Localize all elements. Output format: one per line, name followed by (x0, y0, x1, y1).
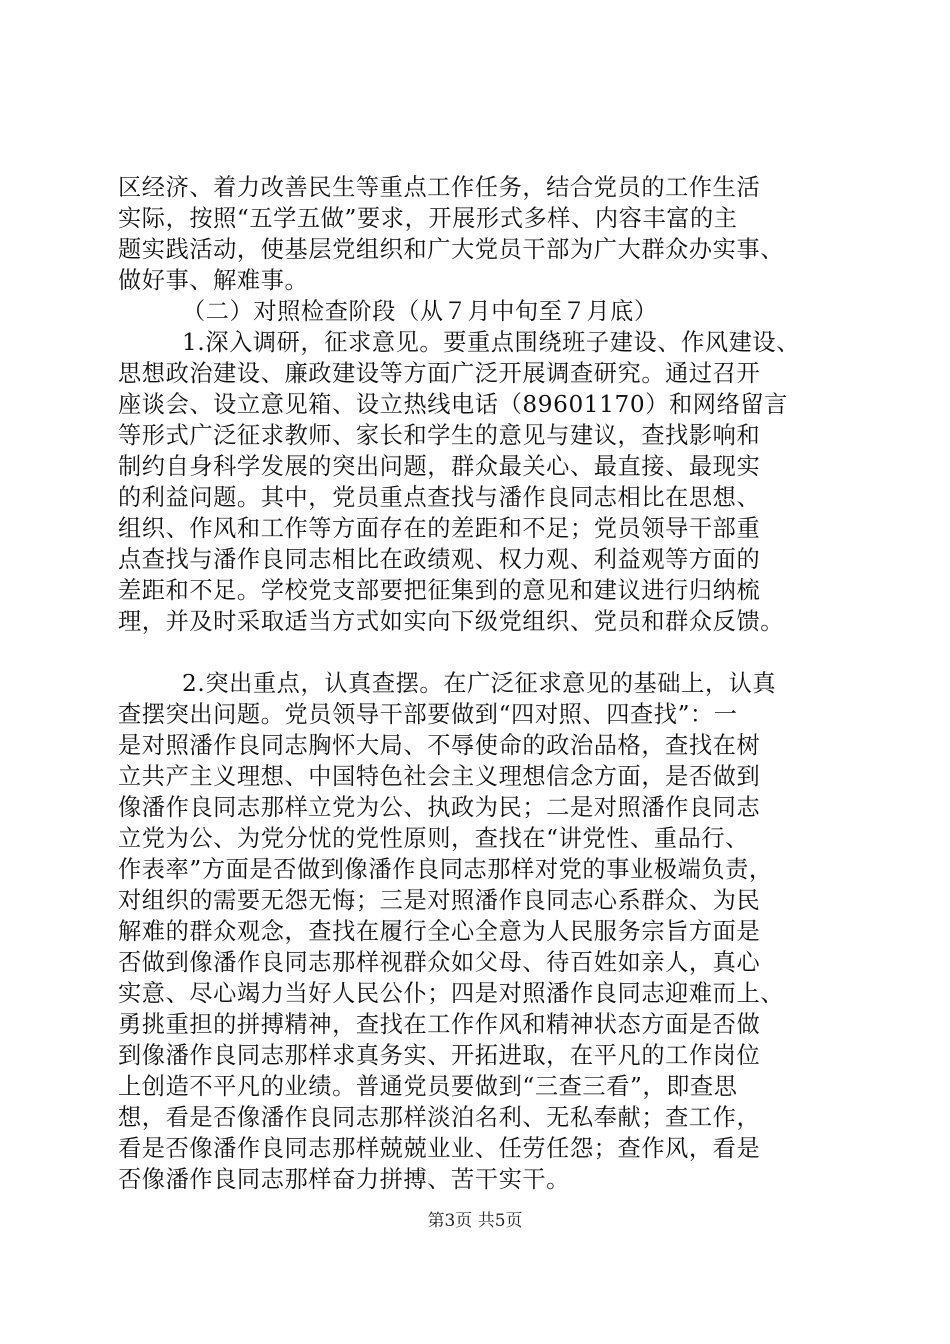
text-line: 作表率”方面是否做到像潘作良同志那样对党的事业极端负责， (118, 856, 773, 883)
text-line: 想，看是否像潘作良同志那样淡泊名利、无私奉献；查工作， (118, 1104, 761, 1131)
text-line: 对组织的需要无怨无悔；三是对照潘作良同志心系群众、为民 (118, 887, 761, 914)
text-line: 是对照潘作良同志胸怀大局、不辱使命的政治品格，查找在树 (118, 732, 761, 759)
text-line: 做好事、解难事。 (118, 267, 309, 294)
text-line: 查摆突出问题。党员领导干部要做到“四对照、四查找”：一 (118, 701, 738, 728)
text-line: 等形式广泛征求教师、家长和学生的意见与建议，查找影响和 (118, 422, 761, 449)
text-line: 题实践活动，使基层党组织和广大党员干部为广大群众办实事、 (118, 236, 785, 263)
text-line: 看是否像潘作良同志那样兢兢业业、任劳任怨；查作风，看是 (118, 1135, 761, 1162)
text-line: 思想政治建设、廉政建设等方面广泛开展调查研究。通过召开 (118, 360, 761, 387)
text-line: 解难的群众观念，查找在履行全心全意为人民服务宗旨方面是 (118, 918, 761, 945)
text-line: 勇挑重担的拼搏精神，查找在工作作风和精神状态方面是否做 (118, 1011, 761, 1038)
text-line: 座谈会、设立意见箱、设立热线电话（89601170）和网络留言 (118, 391, 788, 418)
text-line: 点查找与潘作良同志相比在政绩观、权力观、利益观等方面的 (118, 546, 761, 573)
paragraph-continuation (118, 172, 838, 296)
text-line: 像潘作良同志那样立党为公、执政为民；二是对照潘作良同志 (118, 794, 761, 821)
text-line: 区经济、着力改善民生等重点工作任务，结合党员的工作生活 (118, 174, 761, 201)
text-line: 实际，按照“五学五做”要求，开展形式多样、内容丰富的主 (118, 205, 738, 232)
text-line: 立党为公、为党分忧的党性原则，查找在“讲党性、重品行、 (118, 825, 749, 852)
text-line: 制约自身科学发展的突出问题，群众最关心、最直接、最现实 (118, 453, 761, 480)
page-number: 第3页 共5页 (427, 1211, 523, 1231)
text-line: 差距和不足。学校党支部要把征集到的意见和建议进行归纳梳 (118, 577, 761, 604)
text-line: 1.深入调研，征求意见。要重点围绕班子建设、作风建设、 (182, 329, 801, 356)
text-line: 到像潘作良同志那样求真务实、开拓进取，在平凡的工作岗位 (118, 1042, 761, 1069)
text-line: 否做到像潘作良同志那样视群众如父母、待百姓如亲人，真心 (118, 949, 761, 976)
text-line: 2.突出重点，认真查摆。在广泛征求意见的基础上，认真 (182, 670, 777, 697)
paragraph-examination (118, 668, 838, 1195)
page-footer (0, 1210, 950, 1232)
text-line: 的利益问题。其中，党员重点查找与潘作良同志相比在思想、 (118, 484, 761, 511)
document-body (118, 172, 838, 1195)
text-line: 立共产主义理想、中国特色社会主义理想信念方面，是否做到 (118, 763, 761, 790)
section-heading: （二）对照检查阶段（从７月中旬至７月底） (182, 298, 658, 325)
text-line: 实意、尽心竭力当好人民公仆；四是对照潘作良同志迎难而上、 (118, 980, 785, 1007)
text-line: 理，并及时采取适当方式如实向下级党组织、党员和群众反馈。 (118, 608, 785, 635)
text-line: 否像潘作良同志那样奋力拼搏、苦干实干。 (118, 1166, 570, 1193)
text-line: 上创造不平凡的业绩。普通党员要做到“三查三看”，即查思 (118, 1073, 738, 1100)
paragraph-investigation (118, 327, 838, 637)
text-line: 组织、作风和工作等方面存在的差距和不足；党员领导干部重 (118, 515, 761, 542)
